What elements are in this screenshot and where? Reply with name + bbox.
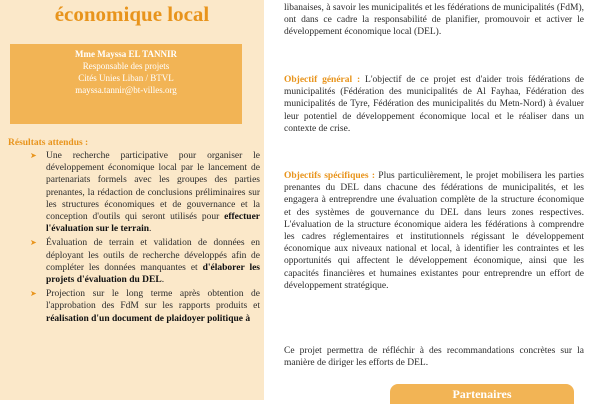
general-objective	[284, 74, 584, 135]
closing-paragraph: Ce projet permettra de réfléchir à des recommandations concrètes sur la manière de diriger les efforts de DEL.	[284, 346, 584, 369]
results-item-text: Projection sur le long terme après obtention de l'approbation des FdM sur les rapports produits et	[46, 289, 260, 312]
hero-title: économique local	[54, 2, 210, 26]
specific-objectives-text: Plus particulièrement, le projet mobilisera les parties prenantes du DEL dans chacune des fédérations de municipalités, et les engagera à entreprendre une évaluation complète de la structure économique et des systèmes de gouvernance du DEL dans leurs zones respectives. L'évaluation de la structure économique aidera les fédérations à comprendre les cadres réglementaires et institutionnels régissant le développement économique aux niveaux national et local, à identifier les contraintes et les opportunités qui affectent le développement économique, ainsi que les capacités financières et humaines existantes pour entreprendre un effort de développement stratégique.	[284, 171, 585, 291]
contact-box	[10, 44, 242, 124]
results-item-tail: .	[149, 224, 152, 235]
results-item-bold: réalisation d'un document de plaidoyer politique à	[46, 313, 251, 324]
contact-name: Mme Mayssa EL TANNIR	[75, 49, 177, 59]
results-item	[30, 288, 260, 325]
partners-heading: Partenaires	[390, 384, 574, 404]
results-item-text: Évaluation de terrain et validation de données en déployant les outils de recherche développés afin de compléter les données manquantes et	[46, 238, 260, 273]
results-item-tail: .	[161, 275, 165, 286]
results-list	[30, 150, 260, 327]
specific-objectives-label: Objectifs spécifiques :	[284, 171, 376, 181]
results-item	[30, 150, 260, 235]
contact-org: Cités Unies Liban / BTVL	[78, 73, 174, 83]
general-objective-text: L'objectif de ce projet est d'aider trois fédérations de municipalités (Fédération des municipalités de Al Fayhaa, Fédération des municipalités de Tyre, Fédération des municipalités du Metn-Nord) à évaluer leur potentiel de développement économique local et le réaliser dans un contexte de crise.	[284, 75, 584, 134]
right-column	[284, 0, 584, 400]
results-item-bold: d'élaborer les projets d'évaluation du DEL	[46, 262, 260, 286]
specific-objectives	[284, 170, 584, 292]
results-item	[30, 237, 260, 286]
arrow-bullet-icon: ➤	[30, 238, 37, 248]
arrow-bullet-icon: ➤	[30, 151, 37, 160]
left-column	[0, 0, 264, 400]
contact-email[interactable]: mayssa.tannir@bt-villes.org	[75, 85, 177, 95]
contact-role: Responsable des projets	[82, 61, 170, 71]
results-title: Résultats attendus :	[8, 138, 89, 148]
results-item-bold: effectuer l'évaluation sur le terrain	[46, 212, 260, 235]
results-item-text: Une recherche participative pour organiser le développement économique local par le lancement de partenariats formels avec les groupes des parties prenantes, la rédaction de conclusions préliminaires sur les structures économiques et de gouvernance et la conception d'outils qui seront utilisés pour	[46, 151, 260, 223]
intro-paragraph: libanaises, à savoir les municipalités et les fédérations de municipalités (FdM), ont dans ce cadre la responsabilité de planifier, promouvoir et activer le développement économique local (DEL).	[284, 3, 584, 38]
arrow-bullet-icon: ➤	[30, 289, 37, 299]
general-objective-label: Objectif général :	[284, 75, 361, 85]
